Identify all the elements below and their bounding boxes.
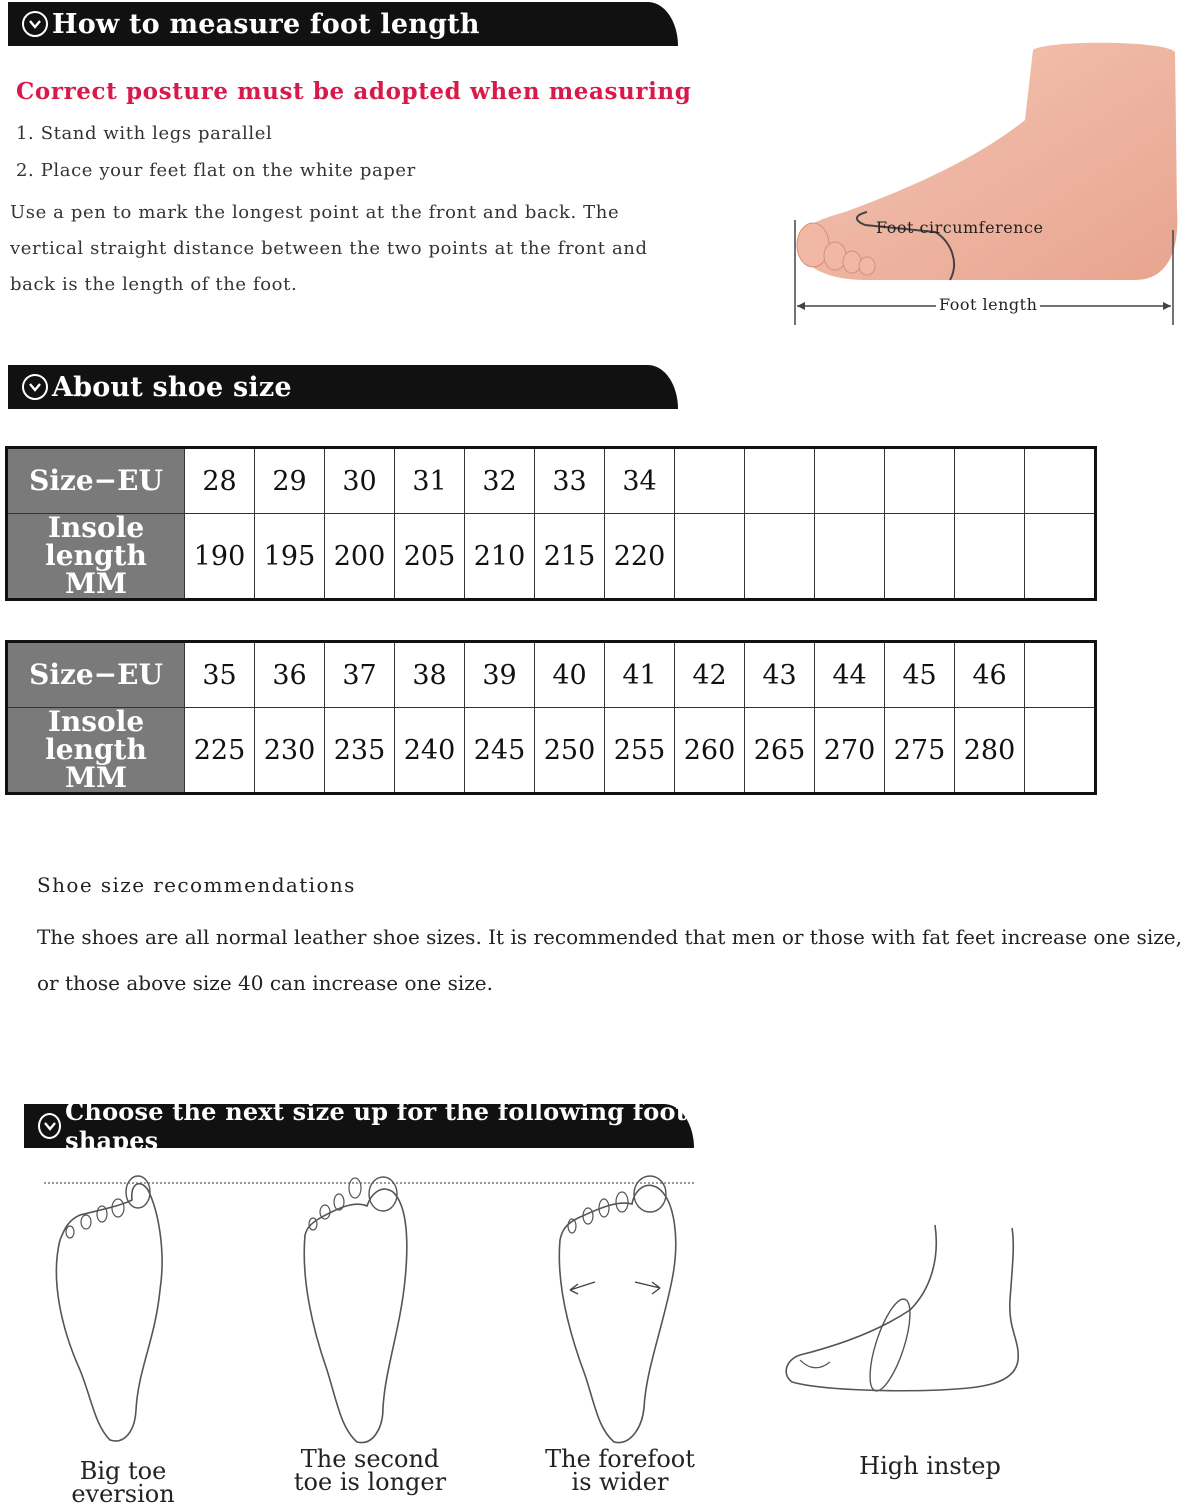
size-cell: 38	[395, 642, 465, 708]
step-2-text: 2. Place your feet flat on the white paper	[16, 160, 416, 181]
insole-cell: 260	[675, 708, 745, 794]
size-cell: 42	[675, 642, 745, 708]
size-cell: 41	[605, 642, 675, 708]
size-cell: 31	[395, 448, 465, 514]
size-cell: 45	[885, 642, 955, 708]
high-instep-illustration	[780, 1220, 1030, 1400]
table-row-insole	[7, 708, 1096, 794]
chevron-down-icon	[22, 374, 48, 400]
row-header-insole	[7, 705, 185, 794]
posture-note: Correct posture must be adopted when measuring	[16, 78, 692, 105]
section-banner-foot-shapes	[24, 1097, 694, 1155]
size-cell	[675, 448, 745, 514]
size-cell: 37	[325, 642, 395, 708]
insole-cell: 240	[395, 708, 465, 794]
section-title: Choose the next size up for the following foot shapes	[65, 1097, 687, 1155]
table-row-size	[7, 642, 1096, 708]
forefoot-wider-illustration	[550, 1170, 700, 1450]
shape-label-second-toe: The second toe is longer	[293, 1445, 447, 1496]
insole-cell	[955, 514, 1025, 600]
recommendations-text: The shoes are all normal leather shoe sizes. It is recommended that men or those with fat feet increase one size, or those above size 40 can increase one size.	[37, 925, 1182, 995]
size-cell: 36	[255, 642, 325, 708]
insole-cell: 255	[605, 708, 675, 794]
insole-cell	[815, 514, 885, 600]
size-cell	[955, 448, 1025, 514]
insole-cell: 275	[885, 708, 955, 794]
insole-cell: 195	[255, 514, 325, 600]
insole-cell: 190	[185, 514, 255, 600]
size-cell: 35	[185, 642, 255, 708]
size-table-small	[5, 446, 1097, 601]
shape-label-high-instep: High instep	[859, 1452, 1001, 1480]
size-cell: 29	[255, 448, 325, 514]
insole-cell: 215	[535, 514, 605, 600]
size-cell: 32	[465, 448, 535, 514]
mm-label: MM	[65, 567, 127, 600]
size-cell: 44	[815, 642, 885, 708]
section-banner-shoe-size	[8, 365, 678, 409]
table-row-size	[7, 448, 1096, 514]
mm-label: MM	[65, 761, 127, 794]
insole-cell: 280	[955, 708, 1025, 794]
row-header-size: Size−EU	[7, 448, 185, 514]
insole-cell	[1025, 514, 1096, 600]
size-cell	[1025, 642, 1096, 708]
insole-cell	[745, 514, 815, 600]
insole-cell: 230	[255, 708, 325, 794]
size-cell	[1025, 448, 1096, 514]
insole-cell	[1025, 708, 1096, 794]
second-toe-longer-illustration	[295, 1170, 425, 1450]
section-title: How to measure foot length	[52, 8, 480, 40]
size-cell: 30	[325, 448, 395, 514]
row-header-insole	[7, 511, 185, 600]
insole-cell: 235	[325, 708, 395, 794]
size-cell	[815, 448, 885, 514]
shape-label-big-toe: Big toe eversion	[71, 1457, 175, 1508]
row-header-size: Size−EU	[7, 642, 185, 708]
insole-cell: 210	[465, 514, 535, 600]
insole-cell: 250	[535, 708, 605, 794]
insole-cell: 220	[605, 514, 675, 600]
step-1-text: 1. Stand with legs parallel	[16, 123, 273, 144]
recommendations-title: Shoe size recommendations	[37, 873, 356, 897]
size-cell: 40	[535, 642, 605, 708]
insole-cell: 270	[815, 708, 885, 794]
size-table-large	[5, 640, 1097, 795]
section-title: About shoe size	[52, 371, 292, 403]
shape-label-forefoot: The forefoot is wider	[545, 1445, 695, 1496]
chevron-down-icon	[22, 11, 48, 37]
size-cell: 34	[605, 448, 675, 514]
size-cell	[745, 448, 815, 514]
size-cell: 46	[955, 642, 1025, 708]
insole-cell	[675, 514, 745, 600]
insole-label: Insole length	[45, 511, 147, 572]
insole-cell: 265	[745, 708, 815, 794]
size-cell: 28	[185, 448, 255, 514]
insole-cell: 245	[465, 708, 535, 794]
section-banner-measure	[8, 2, 678, 46]
size-cell: 39	[465, 642, 535, 708]
insole-cell: 225	[185, 708, 255, 794]
chevron-down-icon	[38, 1113, 61, 1139]
insole-cell: 205	[395, 514, 465, 600]
foot-length-label: Foot length	[936, 295, 1040, 314]
big-toe-eversion-illustration	[40, 1170, 180, 1450]
insole-cell	[885, 514, 955, 600]
size-cell: 33	[535, 448, 605, 514]
size-cell: 43	[745, 642, 815, 708]
insole-cell: 200	[325, 514, 395, 600]
measure-paragraph: Use a pen to mark the longest point at the front and back. The vertical straight distance between the two points at the front and back is the length of the foot.	[10, 202, 648, 295]
table-row-insole	[7, 514, 1096, 600]
foot-measure-illustration	[785, 40, 1185, 330]
foot-circumference-label: Foot circumference	[876, 218, 1044, 237]
insole-label: Insole length	[45, 705, 147, 766]
size-cell	[885, 448, 955, 514]
